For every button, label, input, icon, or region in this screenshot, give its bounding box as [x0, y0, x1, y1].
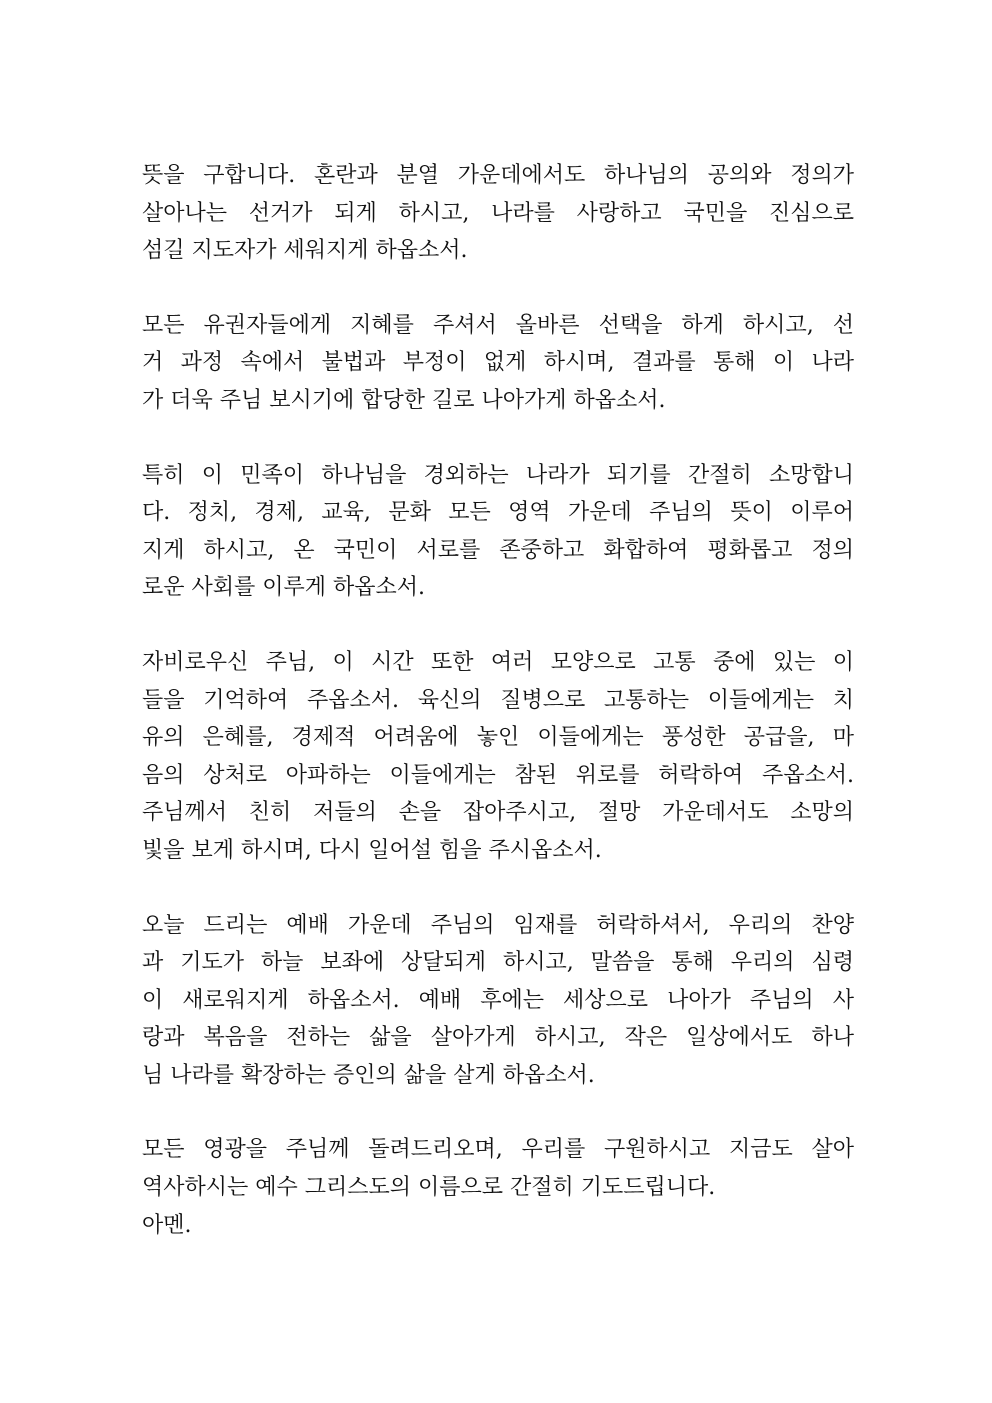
text-line: 유의 은혜를, 경제적 어려움에 놓인 이들에게는 풍성한 공급을, 마	[142, 725, 854, 751]
text-line: 자비로우신 주님, 이 시간 또한 여러 모양으로 고통 중에 있는 이	[142, 649, 854, 675]
text-line: 님 나라를 확장하는 증인의 삶을 살게 하옵소서.	[142, 1062, 595, 1088]
text-line: 들을 기억하여 주옵소서. 육신의 질병으로 고통하는 이들에게는 치	[142, 687, 854, 713]
text-line: 뜻을 구합니다. 혼란과 분열 가운데에서도 하나님의 공의와 정의가	[142, 163, 854, 188]
text-line: 주님께서 친히 저들의 손을 잡아주시고, 절망 가운데서도 소망의	[142, 800, 854, 826]
text-line: 거 과정 속에서 불법과 부정이 없게 하시며, 결과를 통해 이 나라	[142, 350, 854, 376]
paragraph-nation	[142, 457, 854, 607]
paragraph-worship	[142, 907, 854, 1095]
text-line: 과 기도가 하늘 보좌에 상달되게 하시고, 말씀을 통해 우리의 심령	[142, 950, 854, 976]
text-line: 로운 사회를 이루게 하옵소서.	[142, 575, 425, 601]
paragraph-election	[142, 157, 854, 270]
text-line: 다. 정치, 경제, 교육, 문화 모든 영역 가운데 주님의 뜻이 이루어	[142, 500, 854, 526]
text-line: 이 새로워지게 하옵소서. 예배 후에는 세상으로 나아가 주님의 사	[142, 987, 854, 1013]
text-line: 가 더욱 주님 보시기에 합당한 길로 나아가게 하옵소서.	[142, 387, 666, 413]
text-line: 지게 하시고, 온 국민이 서로를 존중하고 화합하여 평화롭고 정의	[142, 537, 854, 563]
text-line: 빛을 보게 하시며, 다시 일어설 힘을 주시옵소서.	[142, 837, 602, 863]
amen-line: 아멘.	[142, 1212, 192, 1238]
paragraph-closing	[142, 1131, 854, 1244]
text-line: 역사하시는 예수 그리스도의 이름으로 간절히 기도드립니다.	[142, 1175, 716, 1201]
prayer-text	[142, 157, 854, 1244]
text-line: 섬길 지도자가 세워지게 하옵소서.	[142, 238, 468, 264]
text-line: 음의 상처로 아파하는 이들에게는 참된 위로를 허락하여 주옵소서.	[142, 762, 854, 788]
text-line: 오늘 드리는 예배 가운데 주님의 임재를 허락하셔서, 우리의 찬양	[142, 912, 854, 938]
paragraph-voters	[142, 307, 854, 420]
text-line: 모든 유권자들에게 지혜를 주셔서 올바른 선택을 하게 하시고, 선	[142, 312, 854, 338]
text-line: 특히 이 민족이 하나님을 경외하는 나라가 되기를 간절히 소망합니	[142, 462, 854, 488]
text-line: 모든 영광을 주님께 돌려드리오며, 우리를 구원하시고 지금도 살아	[142, 1137, 854, 1163]
text-line: 랑과 복음을 전하는 삶을 살아가게 하시고, 작은 일상에서도 하나	[142, 1025, 854, 1051]
text-line: 살아나는 선거가 되게 하시고, 나라를 사랑하고 국민을 진심으로	[142, 200, 854, 226]
paragraph-suffering	[142, 644, 854, 870]
